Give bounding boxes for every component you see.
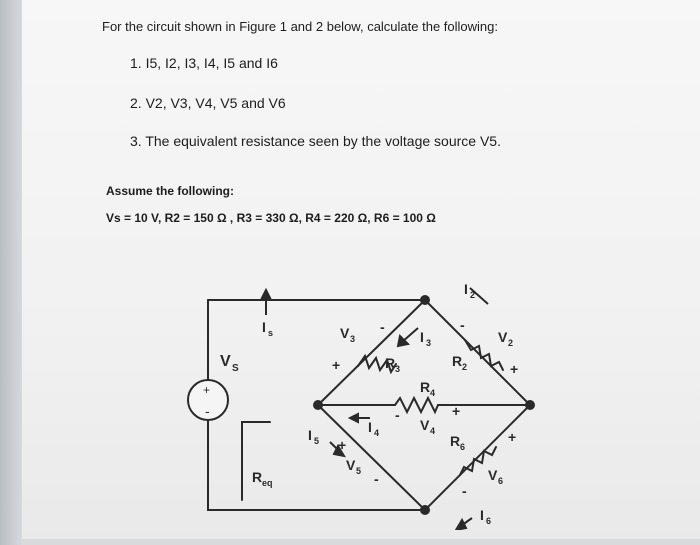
wire-diamond-bottom-right bbox=[425, 405, 530, 510]
question-item-3: 3. The equivalent resistance seen by the voltage source V5. bbox=[130, 133, 501, 149]
label-r2-sub: 2 bbox=[462, 362, 468, 372]
label-v4-sub: 4 bbox=[430, 426, 436, 436]
label-i4: I bbox=[368, 419, 372, 435]
vs-plus-sign: + bbox=[203, 383, 211, 397]
label-i2-minus: - bbox=[460, 317, 465, 333]
label-v3-plus: + bbox=[332, 357, 341, 373]
label-r6-sub: 6 bbox=[460, 442, 466, 452]
label-v3-sub: 3 bbox=[350, 334, 356, 344]
label-r6: R bbox=[450, 433, 461, 449]
label-r3: R bbox=[385, 355, 396, 371]
label-vs: V bbox=[220, 353, 231, 370]
node-right bbox=[525, 400, 535, 410]
label-i3-sub: 3 bbox=[426, 338, 432, 348]
node-bottom bbox=[420, 505, 430, 515]
label-v6-plus: + bbox=[508, 429, 517, 445]
label-v4-minus: - bbox=[395, 407, 400, 423]
label-v5-plus: + bbox=[338, 437, 347, 453]
page-bottom-edge bbox=[22, 539, 700, 545]
assumptions-values: Vs = 10 V, R2 = 150 Ω , R3 = 330 Ω, R4 = 220 Ω, R6 = 100 Ω bbox=[106, 211, 436, 225]
question-item-1: 1. I5, I2, I3, I4, I5 and I6 bbox=[130, 55, 278, 71]
label-r4-sub: 4 bbox=[430, 388, 436, 398]
question-intro: For the circuit shown in Figure 1 and 2 below, calculate the following: bbox=[102, 19, 498, 34]
label-v2-sub: 2 bbox=[508, 338, 514, 348]
question-item-2: 2. V2, V3, V4, V5 and V6 bbox=[130, 95, 286, 111]
label-is: I bbox=[262, 319, 266, 335]
label-v6-minus: - bbox=[462, 483, 467, 499]
label-v6-sub: 6 bbox=[498, 476, 504, 486]
label-req: R bbox=[252, 469, 263, 485]
label-i5: I bbox=[308, 427, 312, 443]
label-v2: V bbox=[498, 329, 508, 345]
label-is-sub: s bbox=[268, 328, 274, 338]
node-top bbox=[420, 295, 430, 305]
page-left-edge bbox=[0, 0, 22, 545]
label-i5-sub: 5 bbox=[314, 436, 320, 446]
label-i6-sub: 6 bbox=[486, 516, 492, 526]
label-vs-sub: S bbox=[232, 363, 239, 374]
label-i4-sub: 4 bbox=[374, 428, 380, 438]
label-r3-sub: 3 bbox=[395, 364, 401, 374]
label-v5-sub: 5 bbox=[356, 466, 362, 476]
label-v5: V bbox=[346, 457, 356, 473]
label-v4: V bbox=[420, 417, 430, 433]
label-r4: R bbox=[420, 379, 431, 395]
vs-minus-sign: - bbox=[205, 403, 210, 419]
label-v6: V bbox=[488, 467, 498, 483]
label-i6: I bbox=[480, 507, 484, 523]
node-left bbox=[313, 400, 323, 410]
label-req-sub: eq bbox=[262, 478, 273, 488]
label-v3: V bbox=[340, 325, 350, 341]
label-v4-plus: + bbox=[452, 403, 461, 419]
label-v5-minus: - bbox=[374, 471, 379, 487]
resistor-r4 bbox=[395, 398, 438, 412]
label-i2: I bbox=[464, 281, 468, 297]
circuit-diagram bbox=[180, 270, 560, 530]
label-i2-sub: 2 bbox=[470, 290, 476, 300]
assumptions-heading: Assume the following: bbox=[106, 184, 235, 198]
label-v2-plus: + bbox=[510, 361, 519, 377]
wire-req-terminal bbox=[242, 422, 270, 500]
wire-left-lower bbox=[208, 420, 425, 510]
label-i3: I bbox=[420, 329, 424, 345]
wire-diamond-top-left bbox=[318, 300, 425, 405]
wire-diamond-top-right bbox=[425, 300, 530, 405]
label-r2: R bbox=[452, 353, 463, 369]
label-v3-minus: - bbox=[380, 319, 385, 335]
